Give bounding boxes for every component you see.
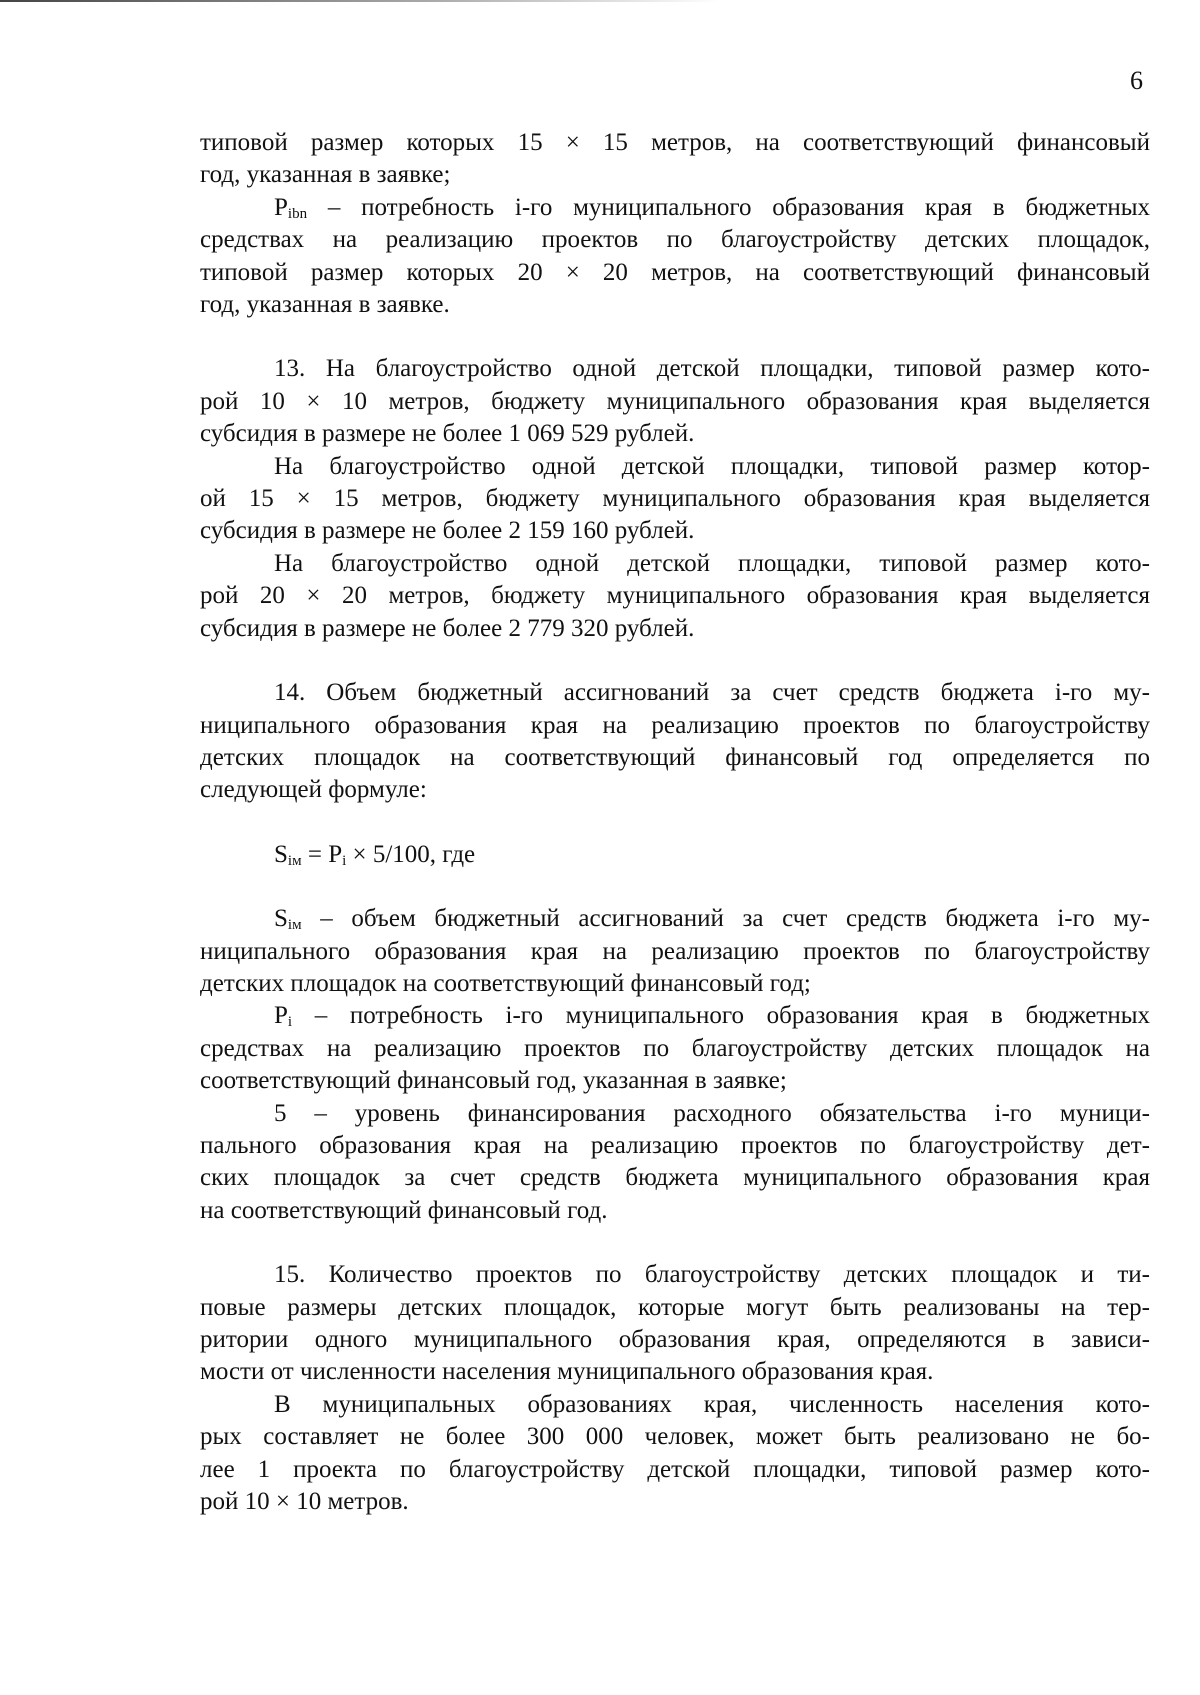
text-line: ой 15 × 15 метров, бюджету муниципального образования края выделяется (200, 485, 1150, 513)
page-number: 6 (1130, 66, 1143, 95)
formula-line (200, 839, 1150, 871)
text-line: На благоустройство одной детской площадки, типовой размер кото- (274, 549, 1150, 577)
text-line: детских площадок на соответствующий финансовый год определяется по (200, 743, 1150, 771)
paragraph-13-third (200, 548, 1150, 645)
text-line: ритории одного муниципального образования края, определяются в зависи- (200, 1326, 1150, 1353)
definition-text: – объем бюджетный ассигнований за счет средств бюджета i-го му- (301, 905, 1150, 933)
text-line: средствах на реализацию проектов по благоустройству детских площадок на (200, 1034, 1150, 1062)
symbol: P (274, 193, 288, 221)
formula (200, 839, 1150, 871)
paragraph-14 (200, 677, 1150, 807)
paragraph-gap (200, 871, 1150, 903)
symbol-subscript: i (287, 1014, 293, 1031)
definition-text: – потребность i-го муниципального образования края в бюджетных (292, 1002, 1150, 1030)
formula-symbol-p: P (328, 840, 343, 868)
symbol-subscript: ibn (287, 205, 308, 222)
text-line: ниципального образования края на реализацию проектов по благоустройству (200, 711, 1150, 739)
symbol: S (274, 905, 288, 933)
paragraph-15-second (200, 1389, 1150, 1519)
formula-subscript-s: iм (287, 852, 302, 869)
formula-equals: = (301, 840, 329, 868)
text-line: типовой размер которых 15 × 15 метров, на соответствующий финансовый (200, 129, 1150, 156)
text-line: детских площадок на соответствующий финансовый год; (200, 969, 811, 997)
text-line: мости от численности населения муниципального образования края. (200, 1358, 934, 1386)
paragraph-13-first (200, 353, 1150, 450)
text-line: следующей формуле: (200, 776, 427, 804)
text-line: лее 1 проекта по благоустройству детской площадки, типовой размер кото- (200, 1455, 1150, 1483)
text-line: типовой размер которых 20 × 20 метров, на соответствующий финансовый (200, 258, 1150, 286)
formula-symbol-s: S (274, 840, 288, 868)
text-line (200, 1000, 1150, 1032)
text-line: год, указанная в заявке. (200, 291, 450, 319)
text-line: ских площадок за счет средств бюджета муниципального образования края (200, 1164, 1150, 1192)
text-line: В муниципальных образованиях края, численность населения кото- (274, 1390, 1150, 1418)
definition-pi (200, 1000, 1150, 1097)
formula-rest: × 5/100, где (346, 840, 476, 868)
paragraph-continuation (200, 127, 1150, 192)
document-body (200, 127, 1150, 1518)
paragraph-gap (200, 1227, 1150, 1259)
symbol: P (274, 1002, 288, 1030)
text-line: пального образования края на реализацию проектов по благоустройству дет- (200, 1131, 1150, 1159)
text-line: На благоустройство одной детской площадки, типовой размер котор- (274, 452, 1150, 480)
definition-text: – потребность i-го муниципального образования края в бюджетных (307, 193, 1150, 221)
definition-sim (200, 903, 1150, 1000)
text-line: рой 20 × 20 метров, бюджету муниципального образования края выделяется (200, 582, 1150, 610)
text-line: субсидия в размере не более 2 159 160 рублей. (200, 517, 695, 545)
formula-subscript-p: i (342, 852, 347, 869)
paragraph-gap (200, 645, 1150, 677)
text-line: средствах на реализацию проектов по благоустройству детских площадок, (200, 226, 1150, 254)
symbol-subscript: iм (287, 917, 302, 934)
text-line: 13. На благоустройство одной детской площадки, типовой размер кото- (274, 355, 1150, 383)
text-line (200, 192, 1150, 224)
definition-5 (200, 1098, 1150, 1228)
text-line: ниципального образования края на реализацию проектов по благоустройству (200, 937, 1150, 965)
text-line: 14. Объем бюджетный ассигнований за счет средств бюджета i-го му- (274, 679, 1150, 707)
paragraph-15-first (200, 1259, 1150, 1389)
definition-pibn (200, 192, 1150, 322)
text-line (200, 903, 1150, 935)
paragraph-gap (200, 321, 1150, 353)
scan-edge-line (0, 0, 720, 2)
text-line: повые размеры детских площадок, которые могут быть реализованы на тер- (200, 1293, 1150, 1321)
text-line: на соответствующий финансовый год. (200, 1196, 608, 1224)
text-line: рых составляет не более 300 000 человек, может быть реализовано не бо- (200, 1423, 1150, 1451)
text-line: субсидия в размере не более 1 069 529 рублей. (200, 420, 695, 448)
paragraph-gap (200, 807, 1150, 839)
paragraph-13-second (200, 451, 1150, 548)
text-line: субсидия в размере не более 2 779 320 рублей. (200, 614, 695, 642)
text-line: рой 10 × 10 метров. (200, 1488, 409, 1516)
text-line: соответствующий финансовый год, указанная в заявке; (200, 1067, 787, 1095)
text-line: год, указанная в заявке; (200, 161, 451, 189)
text-line: 15. Количество проектов по благоустройству детских площадок и ти- (274, 1261, 1150, 1289)
text-line: 5 – уровень финансирования расходного обязательства i-го муници- (274, 1099, 1150, 1127)
text-line: рой 10 × 10 метров, бюджету муниципального образования края выделяется (200, 387, 1150, 415)
